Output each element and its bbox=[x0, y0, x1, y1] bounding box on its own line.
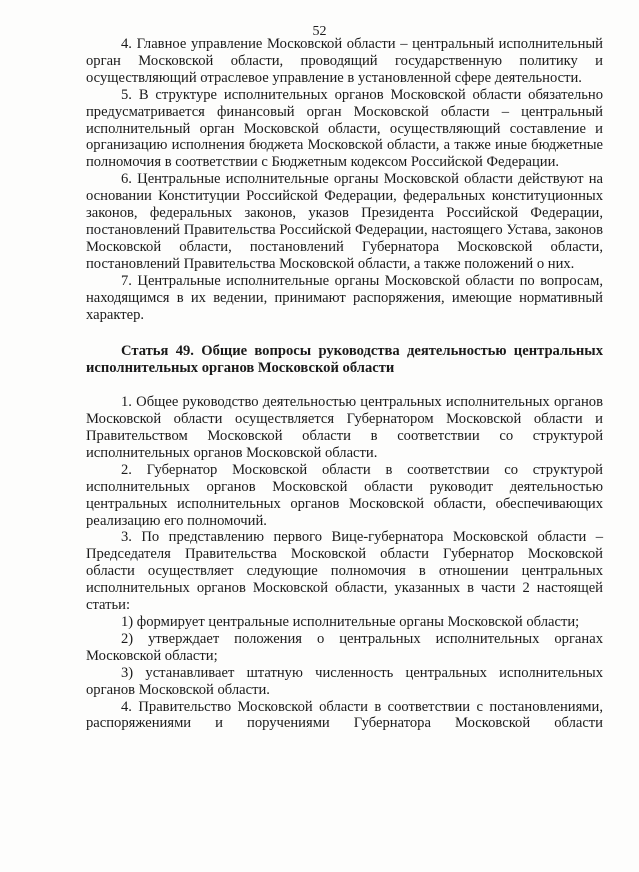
document-body bbox=[86, 36, 603, 732]
article-49-paragraph-3: 3. По представлению первого Вице-губернатора Московской области – Председателя Правительства Московской области Губернатор Московской области осуществляет следующие полномочия в отношении центральных исполнительных органов Московской области, указанных в части 2 настоящей статьи: bbox=[86, 529, 603, 614]
article-49-item-3: 3) устанавливает штатную численность центральных исполнительных органов Московской области. bbox=[86, 664, 603, 698]
article-49-paragraph-2: 2. Губернатор Московской области в соответствии со структурой исполнительных органов Московской области руководит деятельностью центральных исполнительных органов Московской области, обеспечивающих реализацию его полномочий. bbox=[86, 461, 603, 529]
article-49-paragraph-4: 4. Правительство Московской области в соответствии с постановлениями, распоряжениями и поручениями Губернатора Московской области bbox=[86, 698, 603, 732]
paragraph-5-financial-body: 5. В структуре исполнительных органов Московской области обязательно предусматривается финансовый орган Московской области – центральный исполнительный орган Московской области, осуществляющий составление и организацию исполнения бюджета Московской области, а также иные бюджетные полномочия в соответствии с Бюджетным кодексом Российской Федерации. bbox=[86, 86, 603, 171]
article-49-heading: Статья 49. Общие вопросы руководства деятельностью центральных исполнительных органов Московской области bbox=[86, 343, 603, 377]
article-49-item-1: 1) формирует центральные исполнительные органы Московской области; bbox=[121, 614, 580, 630]
article-49-paragraph-1: 1. Общее руководство деятельностью центральных исполнительных органов Московской области осуществляется Губернатором Московской области и Правительством Московской области в соответствии со структурой исполнительных органов Московской области. bbox=[86, 394, 603, 461]
article-49-item-2: 2) утверждает положения о центральных исполнительных органах Московской области; bbox=[86, 630, 603, 664]
page-number: 52 bbox=[312, 24, 327, 39]
paragraph-7-orders: 7. Центральные исполнительные органы Московской области по вопросам, находящимся в их ведении, принимают распоряжения, имеющие нормативный характер. bbox=[86, 272, 603, 323]
paragraph-6-legal-basis: 6. Центральные исполнительные органы Московской области действуют на основании Конституции Российской Федерации, федеральных конституционных законов, федеральных законов, указов Президента Российской Федерации, постановлений Правительства Российской Федерации, настоящего Устава, законов Московской области, постановлений Губернатора Московской области, постановлений Правительства Московской области, а также положений о них. bbox=[86, 171, 603, 272]
paragraph-4-main-directorate: 4. Главное управление Московской области – центральный исполнительный орган Московской области, проводящий государственную политику и осуществляющий отраслевое управление в установленной сфере деятельности. bbox=[86, 36, 603, 86]
